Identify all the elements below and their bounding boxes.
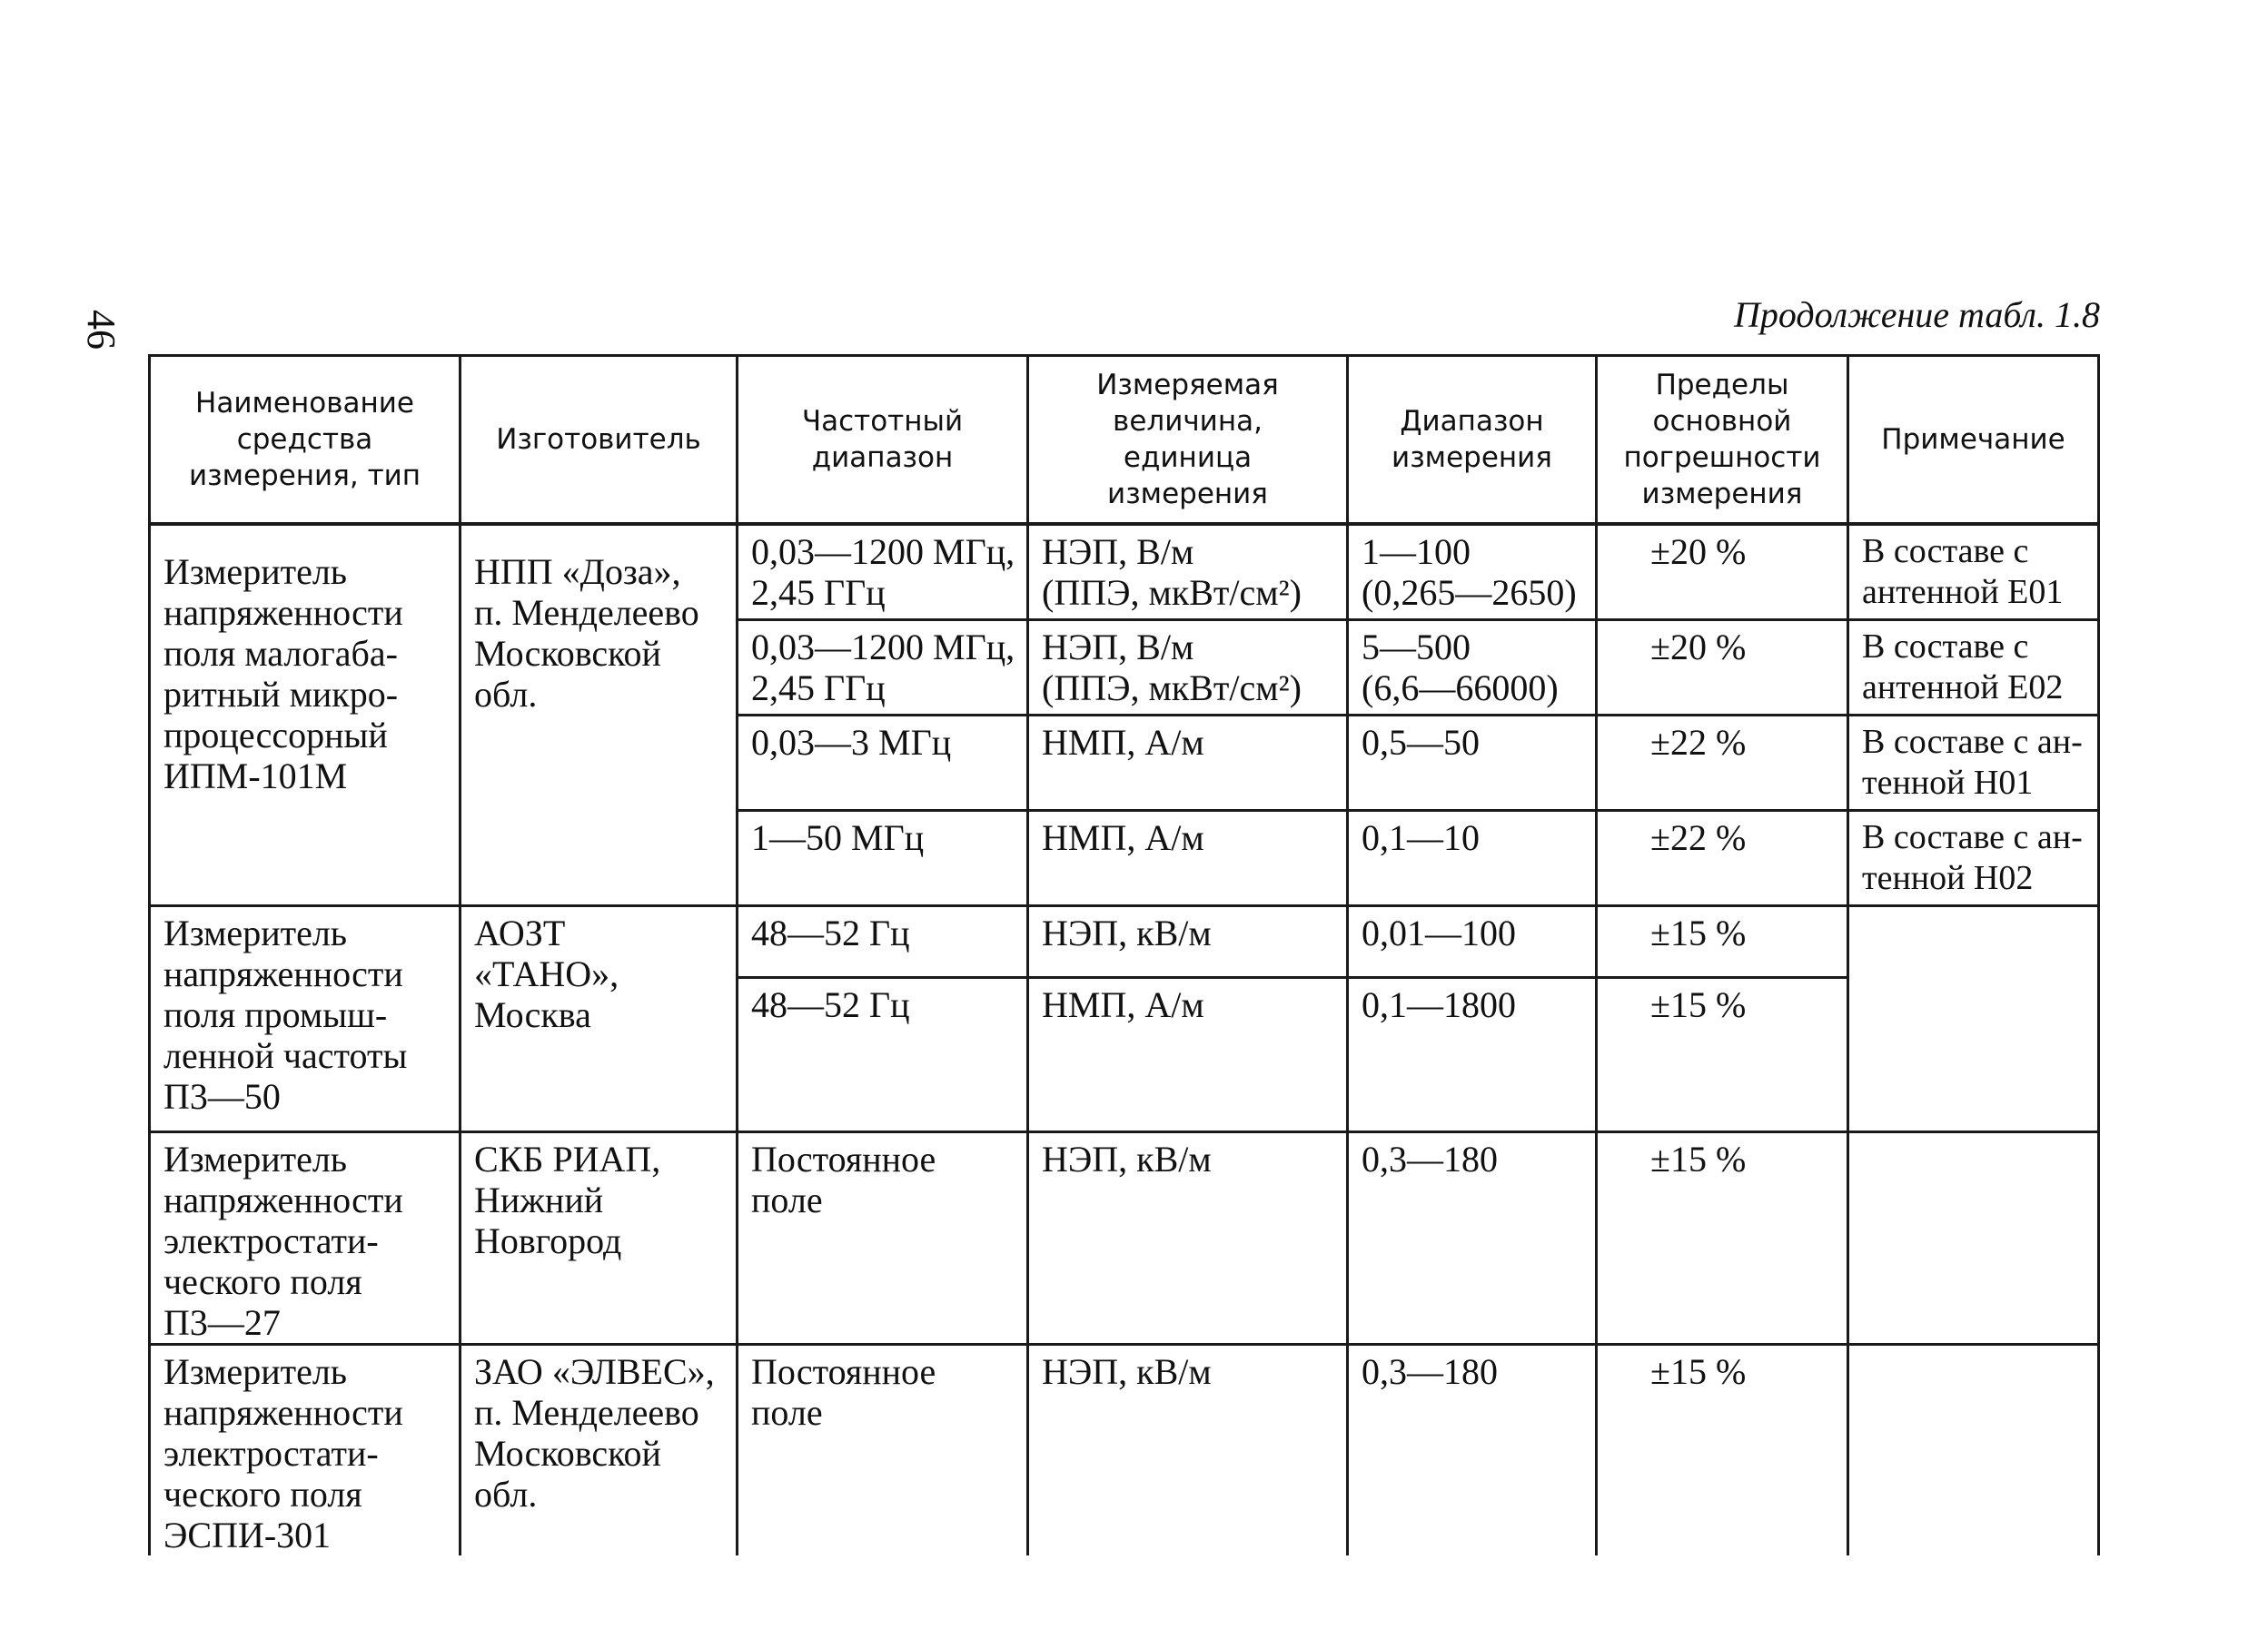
frequency-cell: 0,03—3 МГц	[738, 716, 1028, 811]
table-row	[150, 1132, 2099, 1345]
frequency-cell: 0,03—1200 МГц, 2,45 ГГц	[738, 620, 1028, 716]
header-frequency-range: Частотный диапазон	[738, 356, 1028, 525]
header-note: Примечание	[1848, 356, 2099, 525]
table-row	[150, 1345, 2099, 1556]
instrument-name-cell: Измеритель напряженности поля малогаба- ритный микро- процессорный ИПМ-101М	[150, 524, 461, 906]
note-cell: В составе с ан- тенной Н01	[1848, 716, 2099, 811]
range-cell: 0,1—10	[1348, 811, 1597, 906]
header-error-limits: Пределы основной погрешности измерения	[1597, 356, 1848, 525]
range-cell: 1—100 (0,265—2650)	[1348, 524, 1597, 620]
table-continuation-title: Продолжение табл. 1.8	[1733, 294, 2100, 335]
frequency-cell: 48—52 Гц	[738, 978, 1028, 1132]
manufacturer-cell: АОЗТ «ТАНО», Москва	[461, 906, 738, 1132]
header-measurement-range: Диапазон измерения	[1348, 356, 1597, 525]
error-cell: ±22 %	[1597, 716, 1848, 811]
measurement-instruments-table	[148, 354, 2100, 1555]
table-header-row	[150, 356, 2099, 525]
note-cell	[1848, 1345, 2099, 1556]
range-cell: 0,3—180	[1348, 1345, 1597, 1556]
manufacturer-cell: СКБ РИАП, Нижний Новгород	[461, 1132, 738, 1345]
table-row	[150, 906, 2099, 978]
note-cell: В составе с антенной Е02	[1848, 620, 2099, 716]
frequency-cell: 0,03—1200 МГц, 2,45 ГГц	[738, 524, 1028, 620]
quantity-cell: НЭП, кВ/м	[1028, 1345, 1348, 1556]
header-instrument-name: Наименование средства измерения, тип	[150, 356, 461, 525]
header-measured-quantity: Измеряемая величина, единица измерения	[1028, 356, 1348, 525]
instrument-name-cell: Измеритель напряженности электростати- ческого поля П3—27	[150, 1132, 461, 1345]
error-cell: ±20 %	[1597, 620, 1848, 716]
frequency-cell: Постоянное поле	[738, 1132, 1028, 1345]
note-cell	[1848, 1132, 2099, 1345]
manufacturer-cell: ЗАО «ЭЛВЕС», п. Менделеево Московской обл.	[461, 1345, 738, 1556]
range-cell: 0,1—1800	[1348, 978, 1597, 1132]
instrument-name-cell: Измеритель напряженности поля промыш- ленной частоты П3—50	[150, 906, 461, 1132]
error-cell: ±15 %	[1597, 1345, 1848, 1556]
manufacturer-cell: НПП «Доза», п. Менделеево Московской обл.	[461, 524, 738, 906]
header-manufacturer: Изготовитель	[461, 356, 738, 525]
frequency-cell: 1—50 МГц	[738, 811, 1028, 906]
range-cell: 0,01—100	[1348, 906, 1597, 978]
quantity-cell: НЭП, кВ/м	[1028, 906, 1348, 978]
quantity-cell: НМП, А/м	[1028, 978, 1348, 1132]
range-cell: 0,3—180	[1348, 1132, 1597, 1345]
note-cell: В составе с антенной Е01	[1848, 524, 2099, 620]
quantity-cell: НЭП, В/м (ППЭ, мкВт/см²)	[1028, 620, 1348, 716]
quantity-cell: НМП, А/м	[1028, 811, 1348, 906]
table-row	[150, 524, 2099, 620]
frequency-cell: 48—52 Гц	[738, 906, 1028, 978]
error-cell: ±22 %	[1597, 811, 1848, 906]
note-cell	[1848, 906, 2099, 1132]
range-cell: 5—500 (6,6—66000)	[1348, 620, 1597, 716]
error-cell: ±15 %	[1597, 1132, 1848, 1345]
note-cell: В составе с ан- тенной Н02	[1848, 811, 2099, 906]
error-cell: ±20 %	[1597, 524, 1848, 620]
frequency-cell: Постоянное поле	[738, 1345, 1028, 1556]
quantity-cell: НЭП, кВ/м	[1028, 1132, 1348, 1345]
quantity-cell: НЭП, В/м (ППЭ, мкВт/см²)	[1028, 524, 1348, 620]
range-cell: 0,5—50	[1348, 716, 1597, 811]
instrument-name-cell: Измеритель напряженности электростати- ческого поля ЭСПИ-301	[150, 1345, 461, 1556]
error-cell: ±15 %	[1597, 906, 1848, 978]
quantity-cell: НМП, А/м	[1028, 716, 1348, 811]
page-number: 46	[79, 310, 124, 350]
error-cell: ±15 %	[1597, 978, 1848, 1132]
